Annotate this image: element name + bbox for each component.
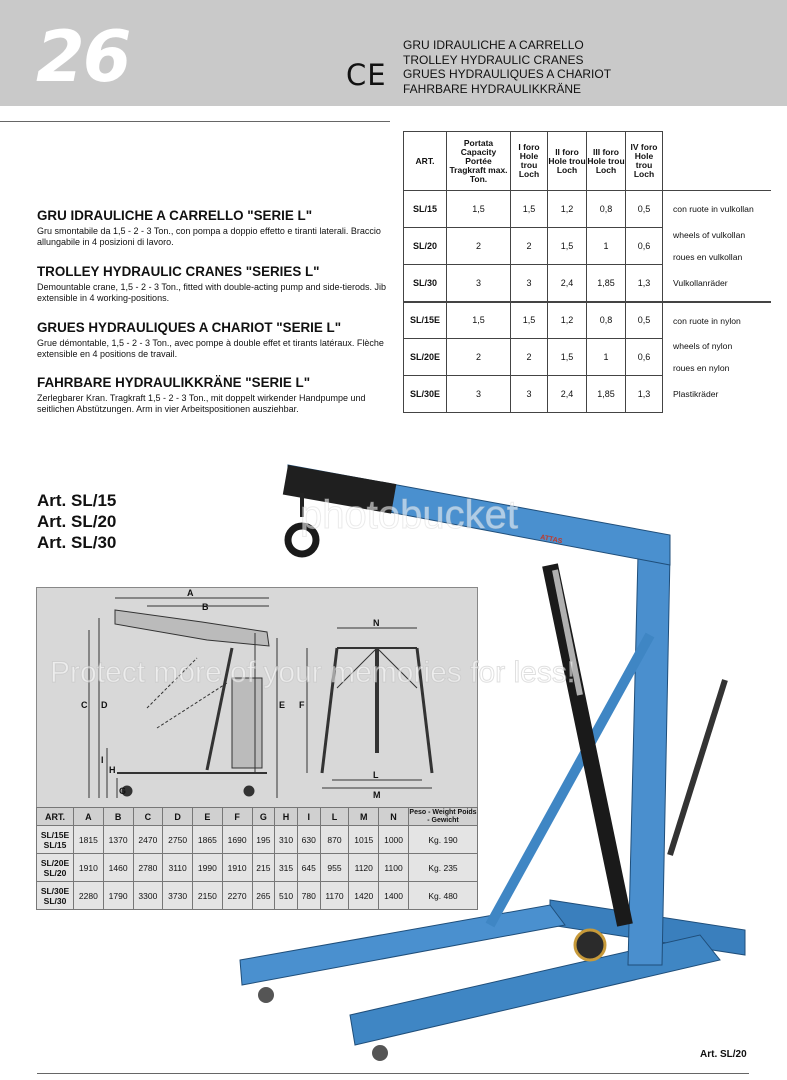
table-cell: 1,3 [626, 376, 663, 413]
column-header: A [74, 808, 104, 826]
crane-illustration [240, 465, 745, 1061]
row-note [663, 339, 772, 376]
description-title: GRUES HYDRAULIQUES A CHARIOT "SERIE L" [37, 320, 342, 335]
table-row [404, 191, 772, 228]
dimension-label-f: F [299, 700, 305, 710]
column-header: C [133, 808, 163, 826]
table-cell: 1,5 [447, 302, 511, 339]
row-note-line: wheels of vulkollan [673, 230, 746, 240]
table-cell: 1100 [379, 854, 409, 882]
table-cell: 1,85 [587, 376, 626, 413]
table-cell: 1,3 [626, 265, 663, 302]
row-note: con ruote in nylon [663, 302, 772, 339]
description-text: Grue démontable, 1,5 - 2 - 3 Ton., avec pompe à double effet et tirants latéraux. Flèche extensible en 4 positions de travail. [37, 338, 384, 359]
table-cell: 1815 [74, 826, 104, 854]
table-cell: 1,85 [587, 265, 626, 302]
table-cell: 1400 [379, 882, 409, 910]
table-cell: 780 [297, 882, 320, 910]
column-header: II foro Hole trou Loch [548, 132, 587, 191]
column-header: I foro Hole trou Loch [511, 132, 548, 191]
table-cell: 1120 [349, 854, 379, 882]
footer-line [37, 1073, 749, 1074]
table-row [404, 228, 772, 265]
column-header: Peso - Weight Poids - Gewicht [409, 808, 477, 824]
column-header: IV foro Hole trou Loch [626, 132, 663, 191]
article-label: Art. SL/15 [37, 491, 117, 510]
table-cell: 3730 [163, 882, 193, 910]
table-cell: 955 [320, 854, 349, 882]
row-note [663, 228, 772, 265]
table-cell: SL/15 [404, 191, 447, 228]
table-cell: 2150 [193, 882, 223, 910]
row-note-line: roues en vulkollan [673, 252, 743, 262]
jib-extension [283, 465, 397, 514]
piston-line [207, 648, 232, 770]
table-cell: SL/30E [404, 376, 447, 413]
hydraulic-cylinder [550, 565, 625, 925]
row-note: Plastikräder [673, 389, 719, 399]
table-cell: 1170 [320, 882, 349, 910]
table-cell: 1000 [379, 826, 409, 854]
table-cell: 1015 [349, 826, 379, 854]
row-note: Vulkollanräder [673, 277, 728, 288]
crane-photo [230, 455, 760, 1070]
description-de [37, 375, 392, 415]
dimension-label-n: N [373, 618, 380, 628]
dimension-label-m: M [373, 790, 381, 800]
table-cell: SL/20 [404, 228, 447, 265]
dimension-label-l: L [373, 770, 379, 780]
mast [628, 555, 670, 965]
table-cell: 2780 [133, 854, 163, 882]
table-cell: 1910 [222, 854, 252, 882]
table-header-row [404, 132, 772, 191]
table-cell: 2 [511, 228, 548, 265]
table-cell: 510 [275, 882, 298, 910]
table-cell: 0,5 [626, 302, 663, 339]
table-cell: 1420 [349, 882, 379, 910]
table-cell: Kg. 480 [409, 882, 478, 910]
table-cell: 870 [320, 826, 349, 854]
column-header: D [163, 808, 193, 826]
table-row [404, 265, 772, 302]
table-cell: 3 [447, 376, 511, 413]
table-cell: 630 [297, 826, 320, 854]
column-header: G [252, 808, 275, 826]
table-cell: 1910 [74, 854, 104, 882]
header-titles [403, 38, 611, 96]
page-header [0, 0, 787, 106]
table-cell: 2 [511, 339, 548, 376]
table-cell: 315 [275, 854, 298, 882]
column-header: B [103, 808, 133, 826]
table-cell: 0,8 [587, 191, 626, 228]
table-cell: 3 [511, 376, 548, 413]
dimension-label-a: A [187, 588, 194, 598]
table-row [404, 302, 772, 339]
column-header: N [379, 808, 409, 826]
table-cell: 0,8 [587, 302, 626, 339]
description-title: GRU IDRAULICHE A CARRELLO "SERIE L" [37, 208, 313, 223]
column-header: Portata Capacity Portée Tragkraft max. Ton. [447, 132, 511, 191]
table-cell: Kg. 235 [409, 854, 478, 882]
header-title-fr: GRUES HYDRAULIQUES A CHARIOT [403, 67, 612, 81]
page-number: 26 [36, 16, 130, 98]
table-cell: SL/20E [404, 339, 447, 376]
table-cell: 310 [275, 826, 298, 854]
table-cell: 0,6 [626, 339, 663, 376]
divider [0, 121, 390, 122]
description-text: Gru smontabile da 1,5 - 2 - 3 Ton., con pompa a doppio effetto e tiranti laterali. Braccio allungabile in 4 posizioni di lavoro. [37, 226, 381, 247]
description-title: FAHRBARE HYDRAULIKKRÄNE "SERIE L" [37, 375, 311, 390]
column-header: E [193, 808, 223, 826]
table-cell: 1,5 [548, 228, 587, 265]
article-list [37, 490, 116, 553]
header-title-en: TROLLEY HYDRAULIC CRANES [403, 52, 584, 67]
description-en [37, 264, 392, 304]
column-header: I [297, 808, 320, 826]
dimension-label-d: D [101, 700, 108, 710]
table-cell: 3 [447, 265, 511, 302]
table-cell: SL/30E SL/30 [37, 882, 74, 910]
table-cell: 1690 [222, 826, 252, 854]
table-cell: 2 [447, 228, 511, 265]
table-cell: 3110 [163, 854, 193, 882]
table-cell: Kg. 190 [409, 826, 478, 854]
capacity-table [403, 131, 771, 413]
dimension-label-e: E [279, 700, 286, 710]
dimension-label-c: C [81, 700, 88, 710]
header-title-de: FAHRBARE HYDRAULIKKRÄNE [403, 81, 582, 96]
jib-alt-position [147, 658, 197, 708]
header-title-it: GRU IDRAULICHE A CARRELLO [403, 38, 584, 52]
left-leg [240, 905, 565, 985]
table-cell: 1865 [193, 826, 223, 854]
wheel [372, 1045, 388, 1061]
table-cell: SL/15E SL/15 [37, 826, 74, 854]
note-cell [663, 132, 772, 191]
description-text: Zerlegbarer Kran. Tragkraft 1,5 - 2 - 3 Ton., mit doppelt wirkender Handpumpe und seitlichen Abstützungen. Arm in vier Arbeitspositionen ausziehbar. [37, 393, 366, 414]
table-row [404, 339, 772, 376]
table-cell: 1,5 [548, 339, 587, 376]
table-cell: 1,5 [447, 191, 511, 228]
hook [288, 526, 316, 554]
watermark-text: Protect more of your memories for less! [50, 656, 576, 689]
table-cell: 2470 [133, 826, 163, 854]
table-cell: 265 [252, 882, 275, 910]
rear-wheel [575, 930, 605, 960]
table-cell: 0,5 [626, 191, 663, 228]
description-fr [37, 320, 392, 360]
row-note-line: wheels of nylon [673, 341, 733, 351]
table-cell: 2,4 [548, 265, 587, 302]
table-cell: 1990 [193, 854, 223, 882]
table-cell: 2 [447, 339, 511, 376]
table-cell: 645 [297, 854, 320, 882]
table-cell: 1 [587, 228, 626, 265]
ce-mark: CE [346, 58, 387, 92]
description-it [37, 208, 392, 248]
dimension-label-h: H [109, 765, 116, 775]
brand-label: ATTAS [539, 534, 563, 546]
table-cell: 1460 [103, 854, 133, 882]
dimension-label-b: B [202, 602, 209, 612]
table-cell: SL/30 [404, 265, 447, 302]
table-cell: 1370 [103, 826, 133, 854]
table-cell: 1,5 [511, 302, 548, 339]
column-header: ART. [404, 132, 447, 191]
row-note: con ruote in vulkollan [673, 204, 754, 215]
article-label: Art. SL/20 [37, 512, 117, 531]
column-header: F [222, 808, 252, 826]
dimension-label-i: I [101, 755, 104, 765]
article-label: Art. SL/30 [37, 533, 117, 552]
table-cell: 1 [587, 339, 626, 376]
column-header: ART. [37, 808, 74, 826]
table-cell: 215 [252, 854, 275, 882]
table-cell: 3300 [133, 882, 163, 910]
table-cell: 3 [511, 265, 548, 302]
table-cell: 2270 [222, 882, 252, 910]
column-header: L [320, 808, 349, 826]
description-text: Demountable crane, 1,5 - 2 - 3 Ton., fitted with double-acting pump and side-tierods. Jib extensible in 4 working-positions. [37, 282, 387, 303]
photo-caption: Art. SL/20 [700, 1049, 747, 1060]
table-cell: 1,5 [511, 191, 548, 228]
pump-handle [670, 680, 725, 855]
row-note-line: roues en nylon [673, 363, 730, 373]
table-cell: 195 [252, 826, 275, 854]
table-cell: 1,2 [548, 302, 587, 339]
table-cell: 1,2 [548, 191, 587, 228]
table-cell: 2280 [74, 882, 104, 910]
table-cell: 1790 [103, 882, 133, 910]
column-header: III foro Hole trou Loch [587, 132, 626, 191]
table-row [404, 376, 772, 413]
table-cell: SL/20E SL/20 [37, 854, 74, 882]
table-cell: 2,4 [548, 376, 587, 413]
table-cell: 0,6 [626, 228, 663, 265]
column-header: H [275, 808, 298, 826]
watermark-brand: photobucket [300, 493, 518, 537]
description-title: TROLLEY HYDRAULIC CRANES "SERIES L" [37, 264, 320, 279]
table-cell: 2750 [163, 826, 193, 854]
dimension-label-g: G [119, 786, 127, 796]
column-header: M [349, 808, 379, 826]
wheel [258, 987, 274, 1003]
table-cell: SL/15E [404, 302, 447, 339]
